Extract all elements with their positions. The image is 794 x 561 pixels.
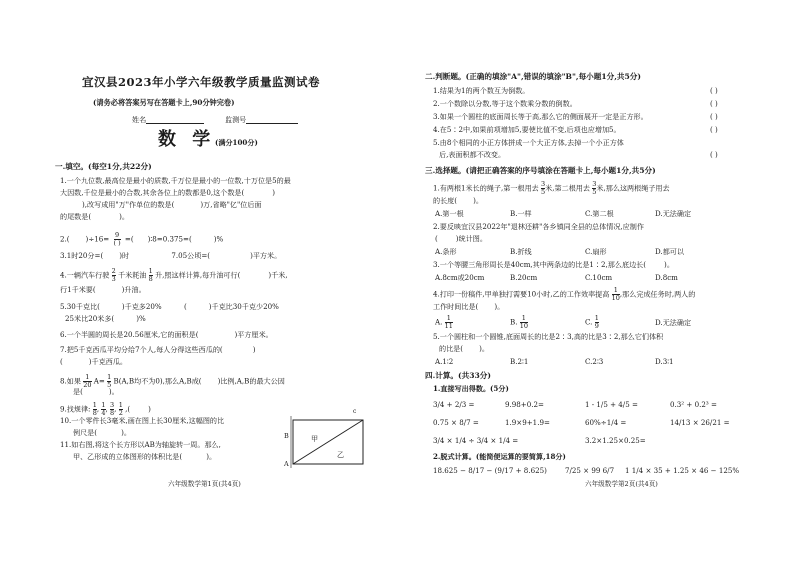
rotation-figure [283, 412, 369, 472]
q2: 2.( )÷16= 9 ( ) =( )∶8=0.375=( )% [60, 231, 224, 247]
name-field[interactable]: 姓名 [132, 115, 204, 124]
id-field[interactable]: 监测号 [225, 115, 298, 124]
right-page [425, 60, 755, 490]
choice-1b: 的长度( )。 [433, 196, 483, 205]
answer-paren-2[interactable]: ( ) [710, 99, 718, 108]
calc1-r2c4: 14/13 × 26/21 = [670, 418, 730, 427]
choice-5: 5.一个圆柱和一个圆锥,底面周长的比是2∶3,高的比是3∶2,那么它们体积 [433, 332, 664, 341]
judge-1: 1.结果为1的两个数互为倒数。 [433, 86, 530, 95]
c2-opt-d[interactable]: D.都可以 [655, 247, 684, 256]
exam-note: (请务必将答案另写在答题卡上,90分钟完卷) [93, 98, 235, 107]
c4-opt-d[interactable]: D.无法确定 [655, 318, 692, 327]
subject-title: 数 学 [158, 129, 216, 150]
judge-2: 2.一个数除以分数,等于这个数乘分数的倒数。 [433, 99, 577, 108]
c4-opt-c[interactable]: C. $\frac{1}{9}$ [585, 314, 599, 330]
answer-paren-4[interactable]: ( ) [710, 125, 718, 134]
full-score: (满分100分) [215, 138, 258, 147]
q1-line4: 的尾数是( )。 [60, 212, 130, 221]
q10-line1: 10.一个零件长3毫米,画在图上长30厘米,这幅图的比 [60, 416, 225, 425]
c4-opt-b[interactable]: B. $\frac{1}{10}$ [510, 314, 529, 330]
answer-paren-3[interactable]: ( ) [710, 112, 718, 121]
c1-opt-a[interactable]: A.第一根 [435, 209, 464, 218]
c5-opt-d[interactable]: D.3∶1 [655, 357, 674, 366]
q3: 3.1时20分=( )时 7.05公顷=( )平方米。 [60, 251, 282, 260]
q6: 6.一个半圆的周长是20.56厘米,它的面积是( )平方厘米。 [60, 330, 273, 339]
q1-line3: ),改写成用"万"作单位的数是( )万,省略"亿"位后面 [82, 200, 262, 209]
section-judge: 二.判断题。(正确的填涂"A",错误的填涂"B",每小题1分,共5分) [425, 72, 641, 81]
c2-opt-b[interactable]: B.折线 [510, 247, 532, 256]
q10-line2: 例尺是( )。 [73, 428, 131, 437]
c5-opt-c[interactable]: C.2∶3 [585, 357, 604, 366]
section-calc: 四.计算。(共33分) [425, 371, 491, 380]
q7-line2: ( )千克西瓜。 [60, 357, 128, 366]
q8-line1: 8.如果 $\frac{1}{20}$ A= $\frac{1}{5}$ B(A,B均不为0),那么A,B成( )比例,A,B的最大公因 [60, 373, 285, 389]
c3-opt-a[interactable]: A.8cm或20cm [435, 273, 485, 282]
c2-opt-a[interactable]: A.条形 [435, 247, 457, 256]
choice-3: 3.一个等腰三角形周长是40cm,其中两条边的比是1∶2,那么底边长( )。 [433, 260, 674, 269]
c3-opt-d[interactable]: D.8cm [655, 273, 678, 282]
choice-5b: 的比是( )。 [439, 344, 489, 353]
calc2-title: 2.脱式计算。(能简便运算的要简算,18分) [433, 452, 566, 461]
choice-2b: ( )统计图。 [435, 234, 487, 243]
c4-opt-a[interactable]: A. $\frac{1}{11}$ [435, 314, 453, 330]
label-yi: 乙 [337, 450, 345, 459]
q7-line1: 7.把5千克西瓜平均分给7个人,每人分得这些西瓜的( ) [60, 345, 256, 354]
calc1-r2c3: 60%÷1/4 = [585, 418, 627, 427]
q9: 9.找规律: $\frac{1}{8}$ , $\frac{1}{4}$ , $\frac{3}{8}$ , $\frac{1}{2}$ ,( ) [60, 401, 151, 417]
q1-line1: 1.一个九位数,最高位是最小的质数,千万位是最小的一位数,十万位是5的最 [60, 176, 291, 185]
c5-opt-a[interactable]: A.1∶2 [435, 357, 454, 366]
c3-opt-b[interactable]: B.20cm [510, 273, 538, 282]
label-jia: 甲 [311, 434, 319, 443]
answer-paren-1[interactable]: ( ) [710, 86, 718, 95]
exam-title: 宜汉县2023年小学六年级教学质量监测试卷 [82, 75, 321, 89]
calc1-r3c2: 3.2×1.25×0.25= [585, 436, 646, 445]
judge-4: 4.在5∶2中,如果前项增加5,要使比值不变,后项也应增加5。 [433, 125, 621, 134]
label-c: c [353, 408, 357, 415]
footer-page2: 六年级数学第2页(共4页) [585, 480, 658, 488]
q4-line1: 4.一辆汽车行驶 $\frac{2}{3}$ 千米耗油 $\frac{1}{8}$ 升,照这样计算,每升油可行( )千米, [60, 267, 288, 283]
choice-4: 4.打印一份稿件,甲单独打需要10小时,乙的工作效率提高 $\frac{1}{10}$ ,那么完成任务时,两人的 [433, 286, 696, 302]
choice-4b: 工作时间比是( )。 [433, 302, 505, 311]
calc2-3: 1 1/4 × 35 + 1.25 × 46 − 125% [625, 466, 740, 475]
left-page [55, 60, 401, 490]
q5-line1: 5.30千克比( )千克多20% ( )千克比30千克少20% [60, 302, 279, 311]
q5-line2: 25米比20米多( )% [65, 314, 146, 323]
q4-line2: 行1千米要( )升油。 [60, 285, 146, 294]
calc1-r2c1: 0.75 × 8/7 = [433, 418, 479, 427]
answer-paren-5[interactable]: ( ) [710, 150, 718, 159]
calc2-2: 7/25 × 99 6/7 [565, 466, 615, 475]
c1-opt-d[interactable]: D.无法确定 [655, 209, 692, 218]
label-b: B [284, 432, 289, 440]
label-a: A [284, 460, 289, 468]
section-choice: 三.选择题。(请把正确答案的序号填涂在答题卡上,每小题1分,共5分) [425, 166, 656, 175]
calc1-r3c1: 3/4 × 1/4 ÷ 3/4 × 1/4 = [433, 436, 519, 445]
judge-3: 3.如果一个圆柱的底面周长等于高,那么它的侧面展开一定是正方形。 [433, 112, 648, 121]
choice-1: 1.有两根1米长的绳子,第一根用去 $\frac{3}{5}$ 米,第二根用去 $\frac{3}{5}$ 米,那么这两根绳子用去 [433, 180, 670, 196]
calc1-title: 1.直接写出得数。(5分) [433, 384, 509, 393]
section-fill-blank: 一.填空。(每空1分,共22分) [55, 162, 152, 171]
calc1-r1c2: 9.98+0.2= [505, 400, 544, 409]
c5-opt-b[interactable]: B.2∶1 [510, 357, 529, 366]
calc1-r2c2: 1.9×9+1.9= [505, 418, 550, 427]
c1-opt-c[interactable]: C.第二根 [585, 209, 614, 218]
judge-5b: 后,表面积都不改变。 [439, 150, 506, 159]
calc1-r1c4: 0.3² + 0.2³ = [670, 400, 717, 409]
q1-line2: 大因数,千位是最小的合数,其余各位上的数都是0,这个数是( ) [60, 188, 276, 197]
calc2-1: 18.625 − 8/17 − (9/17 + 8.625) [433, 466, 547, 475]
c2-opt-c[interactable]: C.扇形 [585, 247, 607, 256]
calc1-r1c1: 3/4 + 2/3 = [433, 400, 475, 409]
c3-opt-c[interactable]: C.10cm [585, 273, 613, 282]
footer-page1: 六年级数学第1页(共4页) [168, 480, 241, 488]
choice-2: 2.要反映宜汉县2022年"退林还耕"各乡镇同全县的总体情况,应制作 [433, 222, 644, 231]
q8-line2: 是( )。 [73, 387, 119, 396]
q11-line2: 甲、乙形成的立体图形的体积比是( )。 [73, 452, 217, 461]
judge-5a: 5.由8个相同的小正方体拼成一个大正方体,去掉一个小正方体 [433, 138, 624, 147]
c1-opt-b[interactable]: B.一样 [510, 209, 532, 218]
calc1-r1c3: 1 - 1/5 + 4/5 = [585, 400, 638, 409]
q11-line1: 11.如右图,将这个长方形以AB为轴旋转一周。那么, [60, 440, 221, 449]
